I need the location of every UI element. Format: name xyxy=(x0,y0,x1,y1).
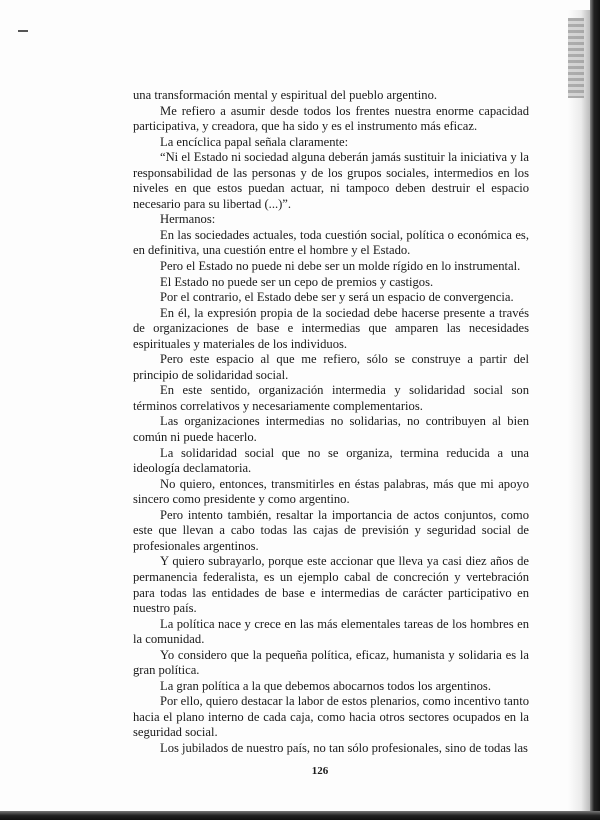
paragraph: Me refiero a asumir desde todos los frentes nuestra enorme capacidad participativa, y creadora, que ha sido y es el instrumento más eficaz. xyxy=(133,103,529,134)
paragraph: La gran política a la que debemos abocarnos todos los argentinos. xyxy=(160,678,491,693)
paragraph: “Ni el Estado ni sociedad alguna deberán jamás sustituir la iniciativa y la responsabilidad de las personas y de los grupos sociales, intermedios en los niveles en que estos puedan actuar, ni tampoco deben destruir el espacio necesario para su libertad (...)”. xyxy=(133,150,529,211)
paragraph: Las organizaciones intermedias no solidarias, no contribuyen al bien común ni puede hacerlo. xyxy=(133,414,529,445)
scan-binding-mark xyxy=(568,18,584,98)
paragraph: Por ello, quiero destacar la labor de estos plenarios, como incentivo tanto hacia el plano interno de cada caja, como hacia otros sectores ocupados en la seguridad social. xyxy=(133,694,529,740)
paragraph: La solidaridad social que no se organiza, termina reducida a una ideología declamatoria. xyxy=(133,445,529,476)
scan-right-shadow xyxy=(568,10,590,815)
paragraph: El Estado no puede ser un cepo de premios y castigos. xyxy=(160,274,434,289)
page-number: 126 xyxy=(311,765,329,777)
paragraph: La política nace y crece en las más elementales tareas de los hombres en la comunidad. xyxy=(133,616,529,647)
scan-speck xyxy=(18,30,28,32)
paragraph: En este sentido, organización intermedia y solidaridad social son términos correlativos y necesariamente complementarios. xyxy=(133,383,529,413)
scan-right-edge xyxy=(590,0,600,820)
paragraph: En las sociedades actuales, toda cuestión social, política o económica es, en definitiva, una cuestión entre el hombre y el Estado. xyxy=(133,227,529,258)
paragraph: Pero este espacio al que me refiero, sólo se construye a partir del principio de solidaridad social. xyxy=(133,352,529,382)
paragraph: Y quiero subrayarlo, porque este accionar que lleva ya casi diez años de permanencia federalista, es un ejemplo cabal de concreción y vertebración para todas las entidades de base e intermedias de carácter participativo en nuestro país. xyxy=(133,554,529,616)
paragraph: Yo considero que la pequeña política, eficaz, humanista y solidaria es la gran política. xyxy=(133,647,529,678)
paragraph: Hermanos: xyxy=(160,212,216,227)
body-text xyxy=(133,88,529,757)
paragraph: Pero intento también, resaltar la importancia de actos conjuntos, como este que llevan a cabo todas las cajas de previsión y seguridad social de profesionales argentinos. xyxy=(133,507,529,553)
paragraph: La encíclica papal señala claramente: xyxy=(160,134,349,149)
paragraph: No quiero, entonces, transmitirles en éstas palabras, más que mi apoyo sincero como presidente y como argentino. xyxy=(133,476,529,507)
paragraph: Pero el Estado no puede ni debe ser un molde rígido en lo instrumental. xyxy=(160,259,521,274)
paragraph: Los jubilados de nuestro país, no tan sólo profesionales, sino de todas las xyxy=(160,740,528,755)
paragraph: En él, la expresión propia de la sociedad debe hacerse presente a través de organizaciones de base e intermedias que amparen las necesidades espirituales y materiales de los individuos. xyxy=(133,305,529,351)
paragraph: una transformación mental y espiritual del pueblo argentino. xyxy=(133,88,438,102)
paragraph: Por el contrario, el Estado debe ser y será un espacio de convergencia. xyxy=(160,290,514,305)
scan-bottom-edge xyxy=(0,811,600,820)
